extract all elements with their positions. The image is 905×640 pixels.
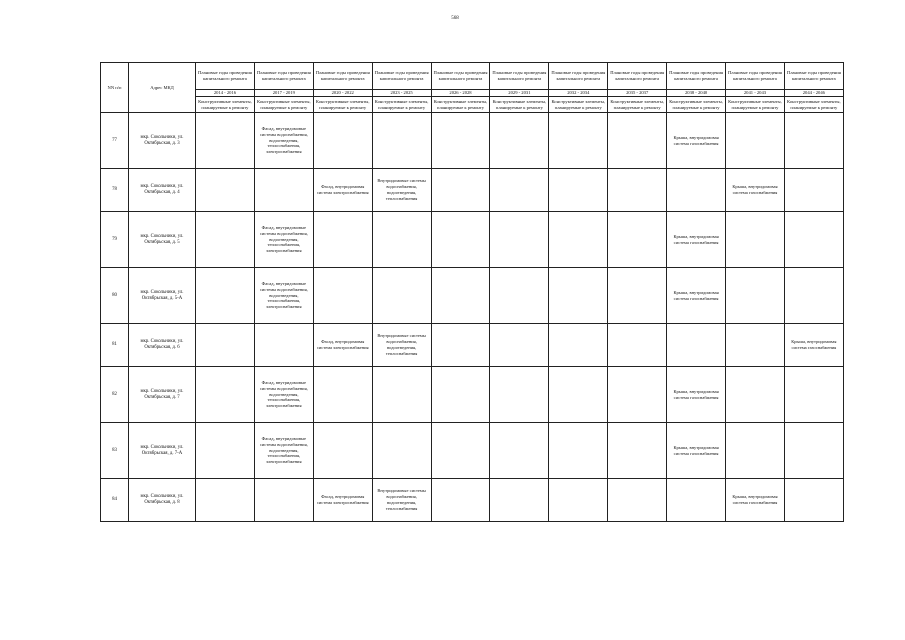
row-works-cell bbox=[608, 479, 667, 522]
row-works-cell bbox=[372, 423, 431, 479]
header-period-range: 2035 - 2037 bbox=[608, 90, 667, 97]
header-period-sub: Конструктивные элементы, планируемые к ремонту bbox=[313, 97, 372, 113]
row-address: мкр. Сокольники, ул. Октябрьская, д. 8 bbox=[129, 479, 196, 522]
row-works-cell bbox=[254, 479, 313, 522]
header-period-sub: Конструктивные элементы, планируемые к ремонту bbox=[549, 97, 608, 113]
row-address: мкр. Сокольники, ул. Октябрьская, д. 6 bbox=[129, 324, 196, 367]
row-works-cell bbox=[372, 367, 431, 423]
row-works-cell: Фасад, внутридомовые системы водоснабжения, водоотведения, теплоснабжения, электроснабжения bbox=[254, 212, 313, 268]
header-period-title: Плановые годы проведения капитального ремонта bbox=[313, 63, 372, 90]
row-works-cell: Фасад, внутридомовые системы водоснабжения, водоотведения, теплоснабжения, электроснабжения bbox=[254, 367, 313, 423]
row-works-cell bbox=[313, 367, 372, 423]
row-number: 79 bbox=[101, 212, 129, 268]
row-works-cell bbox=[726, 324, 785, 367]
row-works-cell bbox=[196, 212, 255, 268]
row-works-cell bbox=[726, 268, 785, 324]
row-works-cell bbox=[608, 113, 667, 169]
row-works-cell bbox=[608, 169, 667, 212]
row-works-cell: Крыша, внутридомовая система газоснабжения bbox=[667, 212, 726, 268]
row-works-cell bbox=[549, 367, 608, 423]
header-period-sub: Конструктивные элементы, планируемые к ремонту bbox=[667, 97, 726, 113]
row-works-cell: Крыша, внутридомовая система газоснабжения bbox=[667, 367, 726, 423]
row-address: мкр. Сокольники, ул. Октябрьская, д. 5 bbox=[129, 212, 196, 268]
row-works-cell bbox=[431, 113, 490, 169]
row-works-cell bbox=[254, 324, 313, 367]
header-row-ranges bbox=[101, 90, 844, 97]
row-address: мкр. Сокольники, ул. Октябрьская, д. 3 bbox=[129, 113, 196, 169]
row-works-cell bbox=[431, 423, 490, 479]
row-address: мкр. Сокольники, ул. Октябрьская, д. 5-А bbox=[129, 268, 196, 324]
row-works-cell bbox=[490, 268, 549, 324]
row-works-cell bbox=[372, 113, 431, 169]
row-works-cell bbox=[490, 479, 549, 522]
header-row-years bbox=[101, 63, 844, 90]
row-works-cell: Крыша, внутридомовая система газоснабжения bbox=[784, 324, 843, 367]
row-works-cell bbox=[608, 367, 667, 423]
row-works-cell bbox=[313, 423, 372, 479]
page-number: 568 bbox=[451, 16, 459, 21]
row-works-cell bbox=[549, 423, 608, 479]
header-period-range: 2038 - 2040 bbox=[667, 90, 726, 97]
header-period-title: Плановые годы проведения капитального ремонта bbox=[196, 63, 255, 90]
row-works-cell bbox=[431, 212, 490, 268]
row-works-cell: Крыша, внутридомовая система газоснабжения bbox=[667, 423, 726, 479]
row-works-cell bbox=[608, 324, 667, 367]
header-period-title: Плановые годы проведения капитального ремонта bbox=[726, 63, 785, 90]
row-works-cell bbox=[667, 169, 726, 212]
header-period-title: Плановые годы проведения капитального ремонта bbox=[490, 63, 549, 90]
header-period-range: 2044 - 2046 bbox=[784, 90, 843, 97]
row-number: 84 bbox=[101, 479, 129, 522]
row-number: 81 bbox=[101, 324, 129, 367]
row-works-cell bbox=[667, 324, 726, 367]
row-works-cell: Внутридомовые системы водоснабжения, водоотведения, теплоснабжения bbox=[372, 324, 431, 367]
row-works-cell bbox=[490, 324, 549, 367]
row-number: 82 bbox=[101, 367, 129, 423]
header-period-sub: Конструктивные элементы, планируемые к ремонту bbox=[608, 97, 667, 113]
row-works-cell bbox=[784, 367, 843, 423]
header-period-sub: Конструктивные элементы, планируемые к ремонту bbox=[726, 97, 785, 113]
row-works-cell: Фасад, внутридомовые системы водоснабжения, водоотведения, теплоснабжения, электроснабжения bbox=[254, 268, 313, 324]
row-works-cell: Фасад, внутридомовая система электроснабжения bbox=[313, 479, 372, 522]
header-period-sub: Конструктивные элементы, планируемые к ремонту bbox=[784, 97, 843, 113]
row-works-cell bbox=[549, 268, 608, 324]
row-works-cell: Крыша, внутридомовая система газоснабжения bbox=[667, 113, 726, 169]
row-works-cell bbox=[372, 268, 431, 324]
row-works-cell bbox=[196, 113, 255, 169]
row-works-cell bbox=[549, 479, 608, 522]
row-works-cell bbox=[254, 169, 313, 212]
row-works-cell bbox=[490, 113, 549, 169]
header-period-title: Плановые годы проведения капитального ремонта bbox=[254, 63, 313, 90]
row-works-cell bbox=[784, 113, 843, 169]
row-works-cell: Крыша, внутридомовая система газоснабжения bbox=[726, 479, 785, 522]
row-works-cell bbox=[726, 423, 785, 479]
table-row bbox=[101, 423, 844, 479]
header-period-title: Плановые годы проведения капитального ремонта bbox=[784, 63, 843, 90]
row-works-cell bbox=[431, 479, 490, 522]
row-works-cell: Фасад, внутридомовая система электроснабжения bbox=[313, 169, 372, 212]
row-works-cell bbox=[549, 324, 608, 367]
capital-repair-plan-table bbox=[100, 62, 844, 522]
table-row bbox=[101, 212, 844, 268]
row-works-cell bbox=[549, 113, 608, 169]
header-period-sub: Конструктивные элементы, планируемые к ремонту bbox=[490, 97, 549, 113]
header-period-sub: Конструктивные элементы, планируемые к ремонту bbox=[254, 97, 313, 113]
header-period-range: 2041 - 2043 bbox=[726, 90, 785, 97]
header-period-range: 2026 - 2028 bbox=[431, 90, 490, 97]
row-number: 80 bbox=[101, 268, 129, 324]
row-works-cell bbox=[490, 367, 549, 423]
row-works-cell: Фасад, внутридомовые системы водоснабжения, водоотведения, теплоснабжения, электроснабжения bbox=[254, 423, 313, 479]
header-row-elements bbox=[101, 97, 844, 113]
table-row bbox=[101, 324, 844, 367]
row-works-cell bbox=[726, 212, 785, 268]
row-works-cell bbox=[784, 169, 843, 212]
header-num: NN п/п bbox=[101, 63, 129, 113]
row-works-cell bbox=[726, 113, 785, 169]
table-row bbox=[101, 169, 844, 212]
header-period-sub: Конструктивные элементы, планируемые к ремонту bbox=[196, 97, 255, 113]
row-works-cell bbox=[196, 268, 255, 324]
row-works-cell bbox=[372, 212, 431, 268]
table-row bbox=[101, 367, 844, 423]
row-number: 83 bbox=[101, 423, 129, 479]
row-works-cell bbox=[608, 423, 667, 479]
row-works-cell bbox=[784, 212, 843, 268]
row-works-cell bbox=[431, 367, 490, 423]
row-works-cell bbox=[608, 268, 667, 324]
row-works-cell: Крыша, внутридомовая система газоснабжения bbox=[667, 268, 726, 324]
header-period-range: 2032 - 2034 bbox=[549, 90, 608, 97]
row-works-cell bbox=[196, 367, 255, 423]
row-works-cell bbox=[196, 169, 255, 212]
header-period-range: 2029 - 2031 bbox=[490, 90, 549, 97]
row-works-cell: Внутридомовые системы водоснабжения, водоотведения, теплоснабжения bbox=[372, 169, 431, 212]
header-period-range: 2017 - 2019 bbox=[254, 90, 313, 97]
row-works-cell bbox=[726, 367, 785, 423]
row-works-cell bbox=[431, 268, 490, 324]
row-works-cell bbox=[784, 479, 843, 522]
row-works-cell bbox=[784, 268, 843, 324]
row-number: 78 bbox=[101, 169, 129, 212]
row-works-cell: Внутридомовые системы водоснабжения, водоотведения, теплоснабжения bbox=[372, 479, 431, 522]
row-works-cell bbox=[313, 212, 372, 268]
row-works-cell bbox=[490, 423, 549, 479]
header-period-title: Плановые годы проведения капитального ремонта bbox=[608, 63, 667, 90]
table-row bbox=[101, 479, 844, 522]
row-works-cell bbox=[313, 268, 372, 324]
header-period-title: Плановые годы проведения капитального ремонта bbox=[431, 63, 490, 90]
row-address: мкр. Сокольники, ул. Октябрьская, д. 7 bbox=[129, 367, 196, 423]
row-works-cell bbox=[431, 324, 490, 367]
table-row bbox=[101, 113, 844, 169]
header-period-title: Плановые годы проведения капитального ремонта bbox=[667, 63, 726, 90]
header-period-sub: Конструктивные элементы, планируемые к ремонту bbox=[372, 97, 431, 113]
row-address: мкр. Сокольники, ул. Октябрьская, д. 7-А bbox=[129, 423, 196, 479]
header-period-sub: Конструктивные элементы, планируемые к ремонту bbox=[431, 97, 490, 113]
header-address: Адрес МКД bbox=[129, 63, 196, 113]
row-works-cell bbox=[667, 479, 726, 522]
row-works-cell bbox=[549, 169, 608, 212]
row-works-cell bbox=[608, 212, 667, 268]
row-works-cell: Фасад, внутридомовая система электроснабжения bbox=[313, 324, 372, 367]
row-number: 77 bbox=[101, 113, 129, 169]
table-row bbox=[101, 268, 844, 324]
row-works-cell: Фасад, внутридомовые системы водоснабжения, водоотведения, теплоснабжения, электроснабжения bbox=[254, 113, 313, 169]
row-works-cell bbox=[549, 212, 608, 268]
row-works-cell bbox=[313, 113, 372, 169]
row-address: мкр. Сокольники, ул. Октябрьская, д. 4 bbox=[129, 169, 196, 212]
row-works-cell bbox=[490, 169, 549, 212]
header-period-title: Плановые годы проведения капитального ремонта bbox=[372, 63, 431, 90]
row-works-cell bbox=[196, 324, 255, 367]
row-works-cell bbox=[196, 423, 255, 479]
header-period-title: Плановые годы проведения капитального ремонта bbox=[549, 63, 608, 90]
row-works-cell: Крыша, внутридомовая система газоснабжения bbox=[726, 169, 785, 212]
row-works-cell bbox=[196, 479, 255, 522]
row-works-cell bbox=[490, 212, 549, 268]
header-period-range: 2014 - 2016 bbox=[196, 90, 255, 97]
header-period-range: 2020 - 2022 bbox=[313, 90, 372, 97]
header-period-range: 2023 - 2025 bbox=[372, 90, 431, 97]
row-works-cell bbox=[784, 423, 843, 479]
row-works-cell bbox=[431, 169, 490, 212]
